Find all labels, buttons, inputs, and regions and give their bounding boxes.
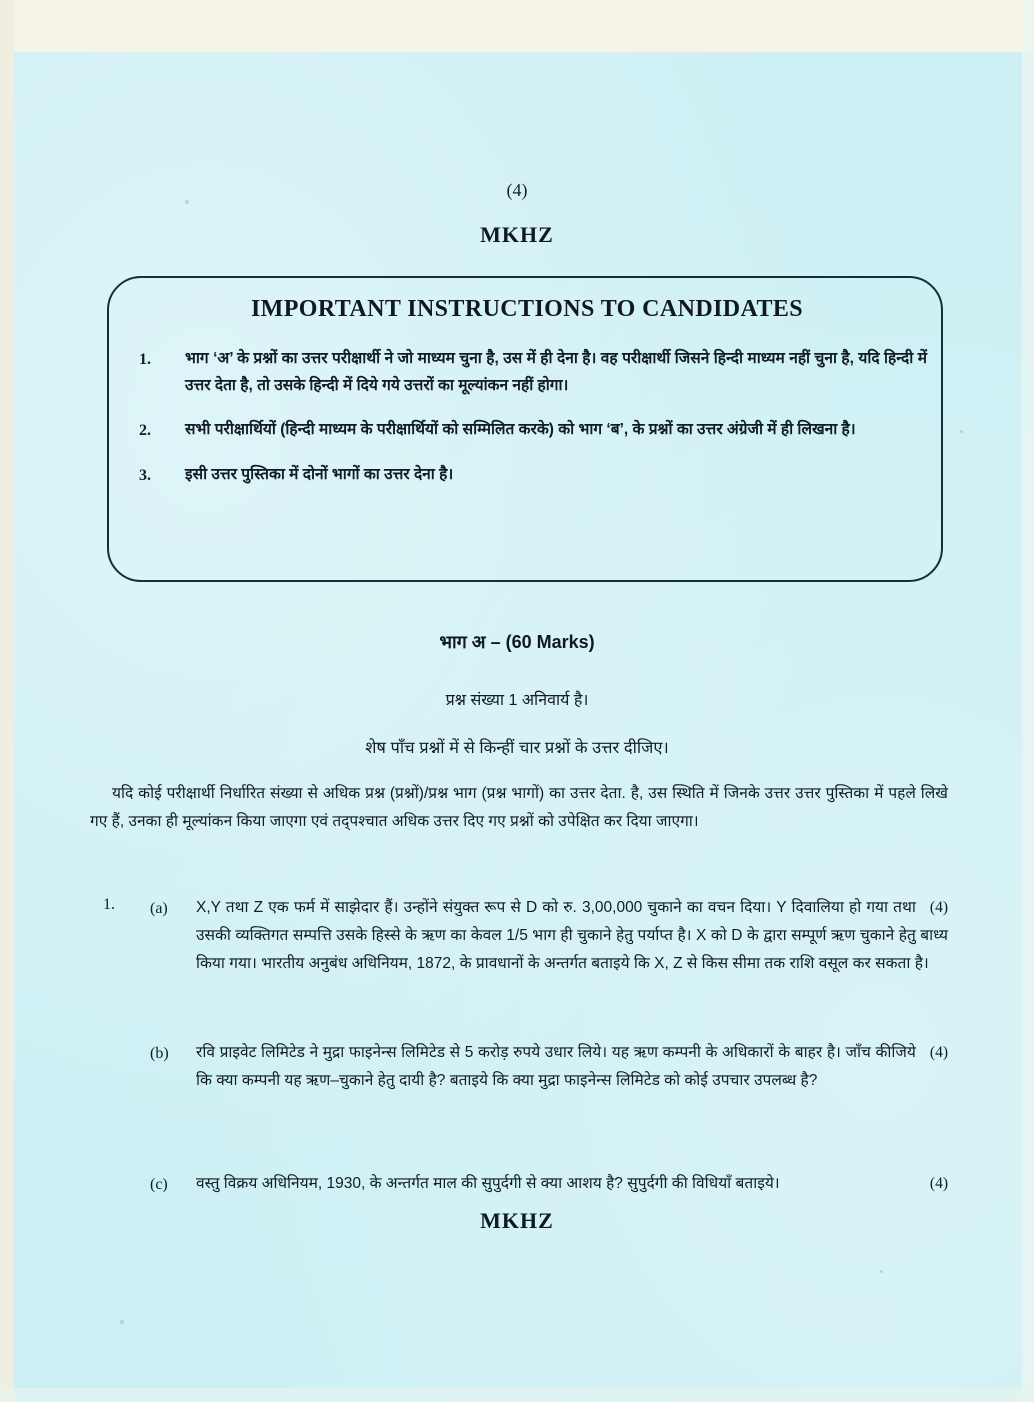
compulsory-question-note: प्रश्न संख्या 1 अनिवार्य है। [445,692,589,709]
instruction-number: 1. [139,351,151,368]
question-1a-text: X,Y तथा Z एक फर्म में साझेदार हैं। उन्होंने संयुक्त रूप से D को रु. 3,00,000 चुकाने का वचन दिया। Y दिवालिया हो गया तथा उसकी व्यक्तिगत सम्पत्ति उसके हिस्से के ऋण का केवल 1/5 भाग ही चुकाने हेतु पर्याप्त है। X को D के द्वारा सम्पूर्ण ऋण चुकाने हेतु बाध्य किया गया। भारतीय अनुबंध अधिनियम, 1872, के प्रावधानों के अन्तर्गत बताइये कि X, Z से किस सीमा तक राशि वसूल कर सकता है। [196,899,948,973]
instruction-item [127,346,927,399]
instruction-number: 2. [139,422,151,440]
paper-code-bottom: MKHZ [480,1208,554,1233]
instructions-box [107,276,943,582]
part-heading: भाग अ – (60 Marks) [439,632,595,652]
optional-questions-note: शेष पाँच प्रश्नों में से किन्हीं चार प्रश्नों के उत्तर दीजिए। [365,739,669,757]
question-1b-marks: (4) [929,1044,948,1061]
question-1a-marks: (4) [929,899,948,916]
extra-answers-paragraph: यदि कोई परीक्षार्थी निर्धारित संख्या से अधिक प्रश्न (प्रश्नों)/प्रश्न भाग (प्रश्न भागों) का उत्तर देता. है, उस स्थिति में जिनके उत्तर उत्तर पुस्तिका में पहले लिखे गए हैं, उनका ही मूल्यांकन किया जाएगा एवं तद्पश्चात अधिक उत्तर दिए गए प्रश्नों को उपेक्षित कर दिया जाएगा। [90,785,948,831]
question-1a [150,894,948,979]
question-1b-text: रवि प्राइवेट लिमिटेड ने मुद्रा फाइनेन्स लिमिटेड से 5 करोड़ रुपये उधार लिये। यह ऋण कम्पनी के अधिकारों के बाहर है। जाँच कीजिये कि क्या कम्पनी यह ऋण–चुकाने हेतु दायी है? बताइये कि क्या मुद्रा फाइनेन्स लिमिटेड को कोई उपचार उपलब्ध है? [196,1044,916,1090]
instruction-text: भाग ‘अ’ के प्रश्नों का उत्तर परीक्षार्थी ने जो माध्यम चुना है, उस में ही देना है। वह परीक्षार्थी जिसने हिन्दी माध्यम नहीं चुना है, यदि हिन्दी में उत्तर देता है, तो उसके हिन्दी में दिये गये उत्तरों का मूल्यांकन नहीं होगा। [185,350,927,394]
instructions-title: IMPORTANT INSTRUCTIONS TO CANDIDATES [250,296,804,322]
paper-code-top: MKHZ [480,222,554,247]
question-1c-marks: (4) [929,1175,948,1192]
instruction-item [127,462,927,489]
instructions-list [127,346,927,507]
instruction-number: 3. [139,466,151,484]
question-1c-label: (c) [150,1176,168,1193]
question-number-1: 1. [103,896,115,913]
question-1a-label: (a) [150,900,168,917]
question-1b [150,1039,948,1095]
instruction-text: इसी उत्तर पुस्तिका में दोनों भागों का उत्तर देना है। [185,465,454,483]
question-1c [150,1170,948,1198]
question-1c-text: वस्तु विक्रय अधिनियम, 1930, के अन्तर्गत माल की सुपुर्दगी से क्या आशय है? सुपुर्दगी की विधियाँ बताइये। [196,1175,780,1192]
page-number: (4) [506,180,528,200]
instruction-item [127,417,927,444]
instruction-text: सभी परीक्षार्थियों (हिन्दी माध्यम के परीक्षार्थियों को सम्मिलित करके) को भाग ‘ब’, के प्रश्नों का उत्तर अंग्रेजी में ही लिखना है। [185,421,856,439]
question-1b-label: (b) [150,1045,169,1062]
